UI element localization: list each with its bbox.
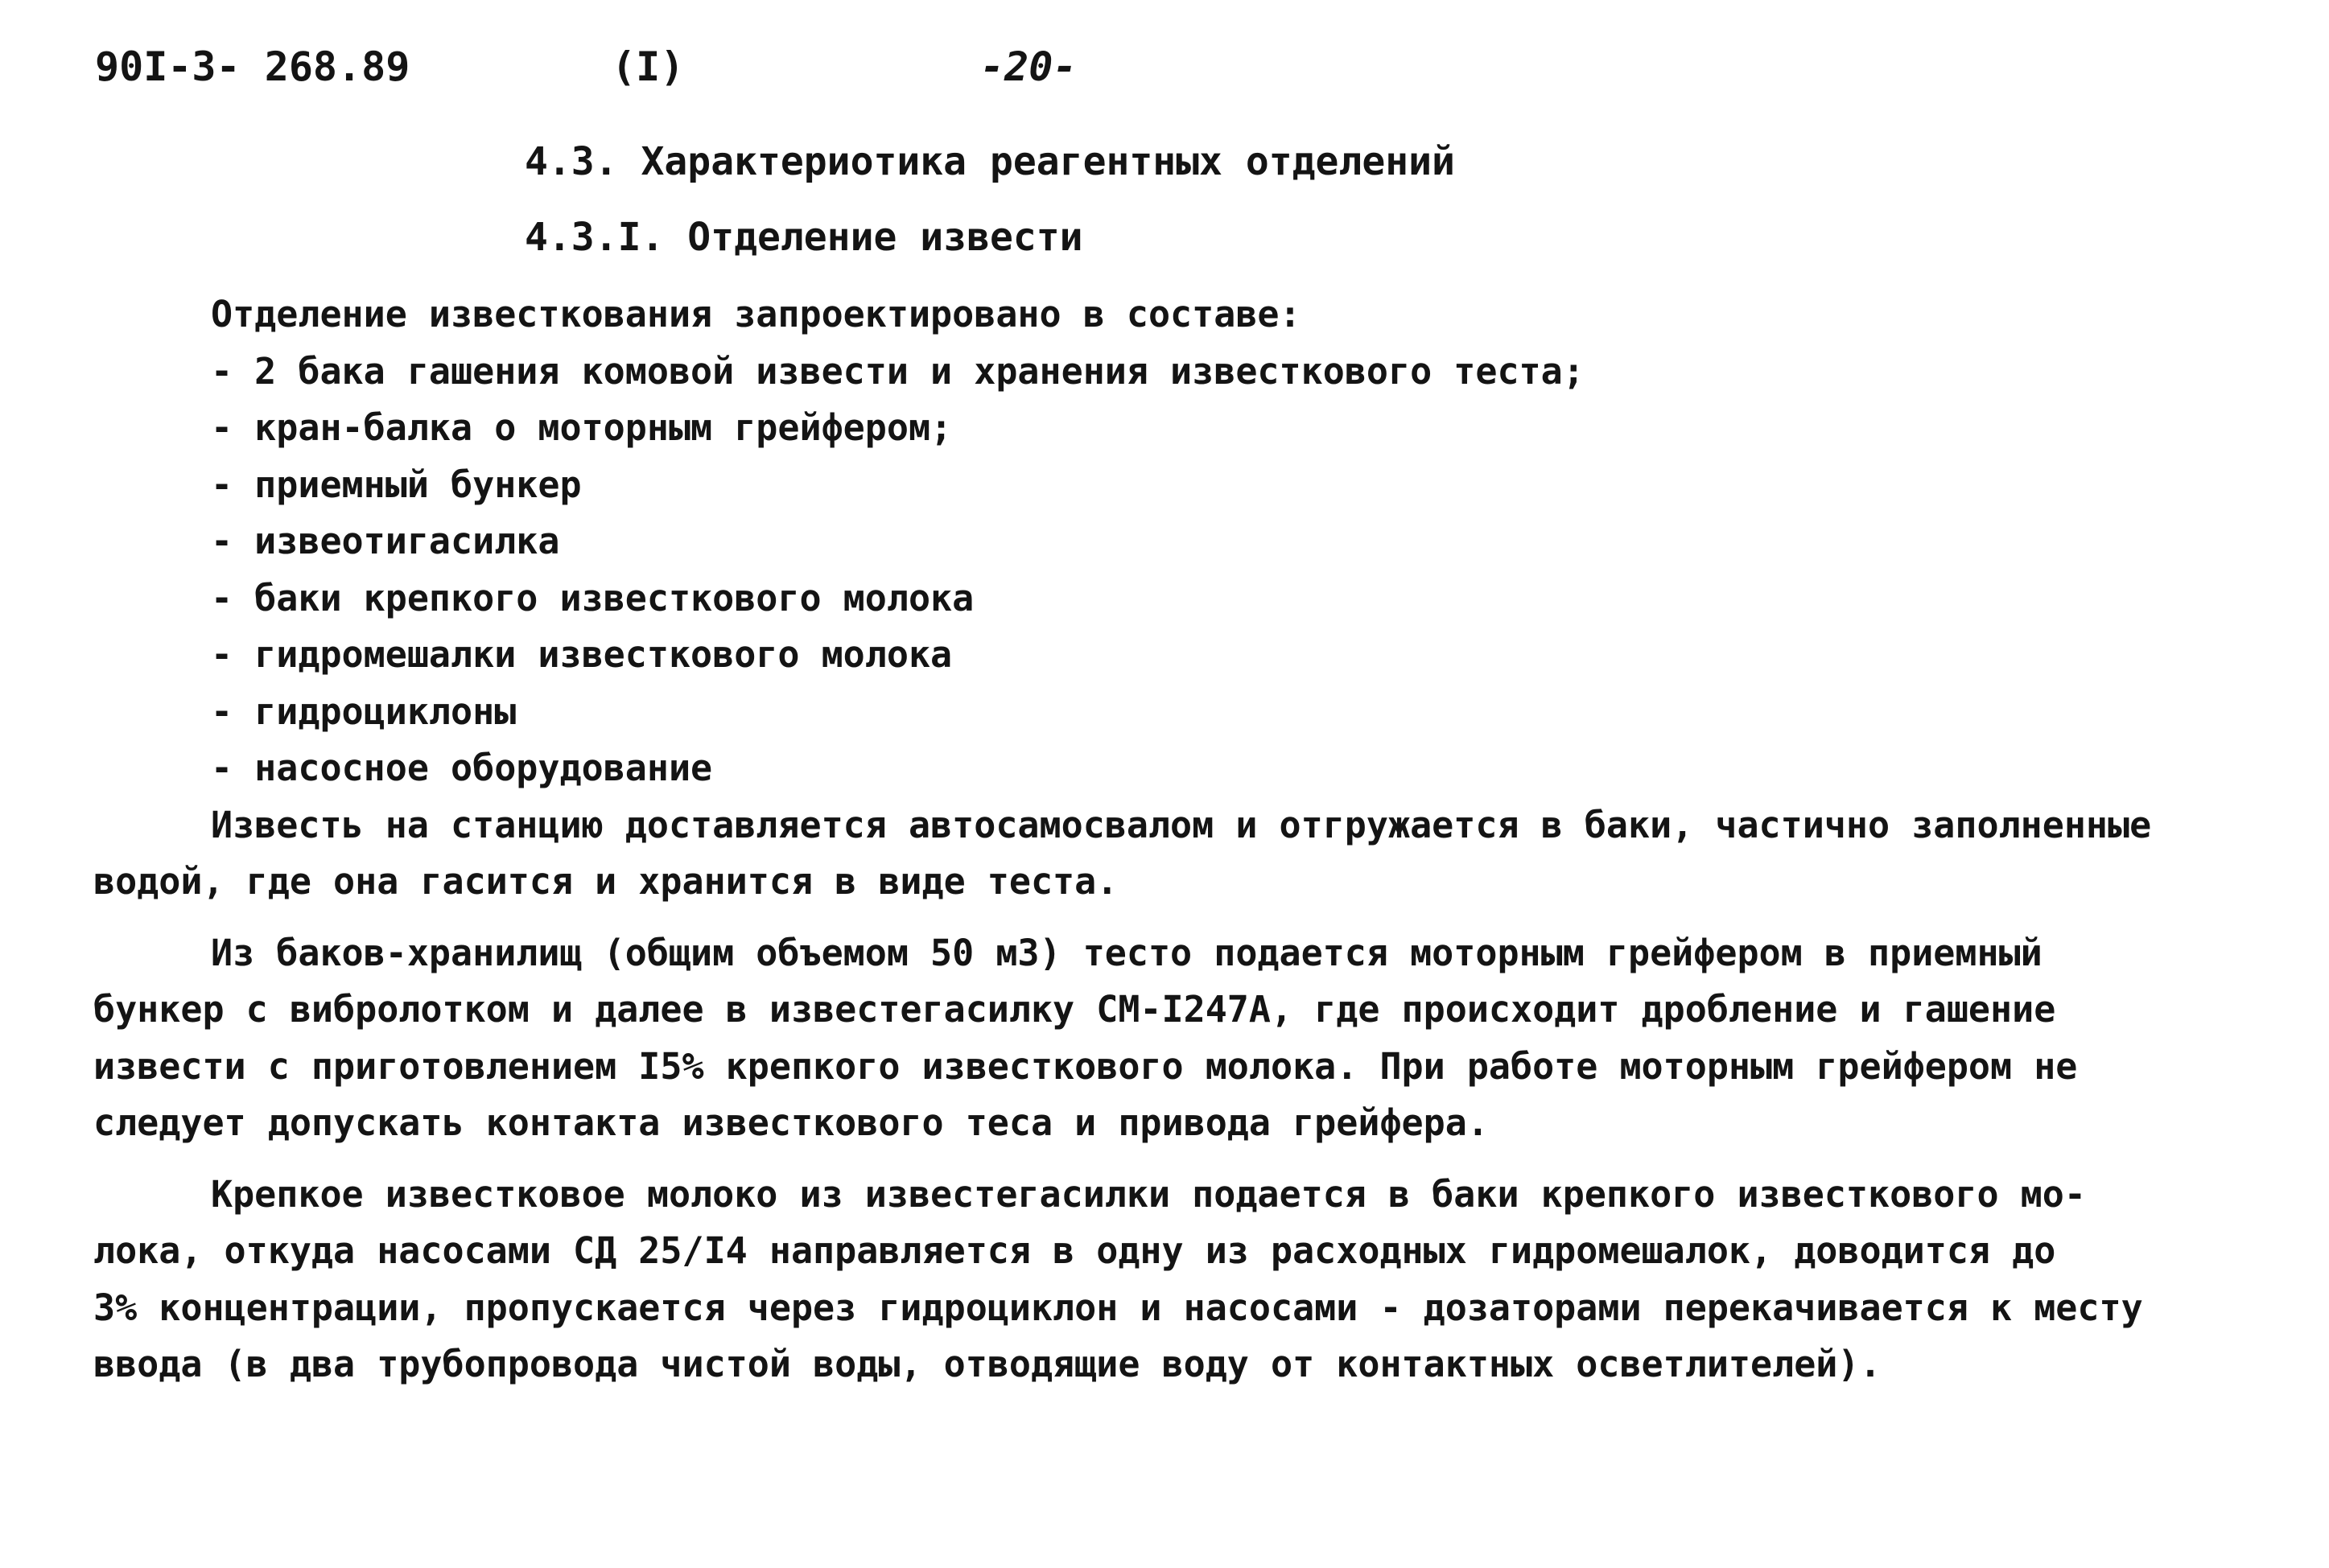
paragraph-gap [93,911,2266,925]
section-title: 4.3. Характериотика реагентных отделений [525,139,1455,184]
paragraph-line: Известь на станцию доставляется автосамосвалом и отгружается в баки, частично заполненные [211,803,2152,846]
paragraph-line: лока, откуда насосами СД 25/I4 направляется в одну из расходных гидромешалок, доводится до [93,1229,2056,1272]
paragraph-line: Крепкое известковое молоко из известегасилки подается в баки крепкого известкового мо- [211,1172,2086,1216]
document-body [93,286,2266,1393]
intro-line: Отделение известкования запроектировано в составе: [211,293,1301,335]
document-code: 90I-3- 268.89 [95,43,410,90]
paragraph-gap [93,1152,2266,1167]
paragraph-line: 3% концентрации, пропускается через гидроциклон и насосами - дозаторами перекачивается к месту [93,1286,2143,1329]
paragraph-line: Из баков-хранилищ (общим объемом 50 м3) тесто подается моторным грейфером в приемный [211,931,2043,974]
paragraph-line: ввода (в два трубопровода чистой воды, отводящие воду от контактных осветлителей). [93,1343,1882,1385]
paragraph-line: водой, где она гасится и хранится в виде теста. [93,860,1119,903]
list-item: - насосное оборудование [211,747,713,789]
paragraph-line: извести с приготовлением I5% крепкого известкового молока. При работе моторным грейфером не [93,1044,2078,1088]
list-item: - кран-балка о моторным грейфером; [211,406,953,449]
list-item: - 2 бака гашения комовой извести и хранения известкового теста; [211,349,1585,393]
subsection-title: 4.3.I. Отделение извести [525,215,1083,260]
list-item: - приемный бункер [211,463,582,506]
page-number: -20- [980,43,1078,90]
list-item: - извеотигасилка [211,520,560,562]
paragraph-line: бункер с вибролотком и далее в известегасилку СМ-I247А, где происходит дробление и гашение [93,988,2056,1031]
list-item: - гидроциклоны [211,689,517,733]
list-item: - баки крепкого известкового молока [211,576,975,619]
paragraph-line: следует допускать контакта известкового теса и привода грейфера. [93,1101,1489,1144]
document-part: (I) [612,43,685,90]
list-item: - гидромешалки известкового молока [211,633,953,676]
